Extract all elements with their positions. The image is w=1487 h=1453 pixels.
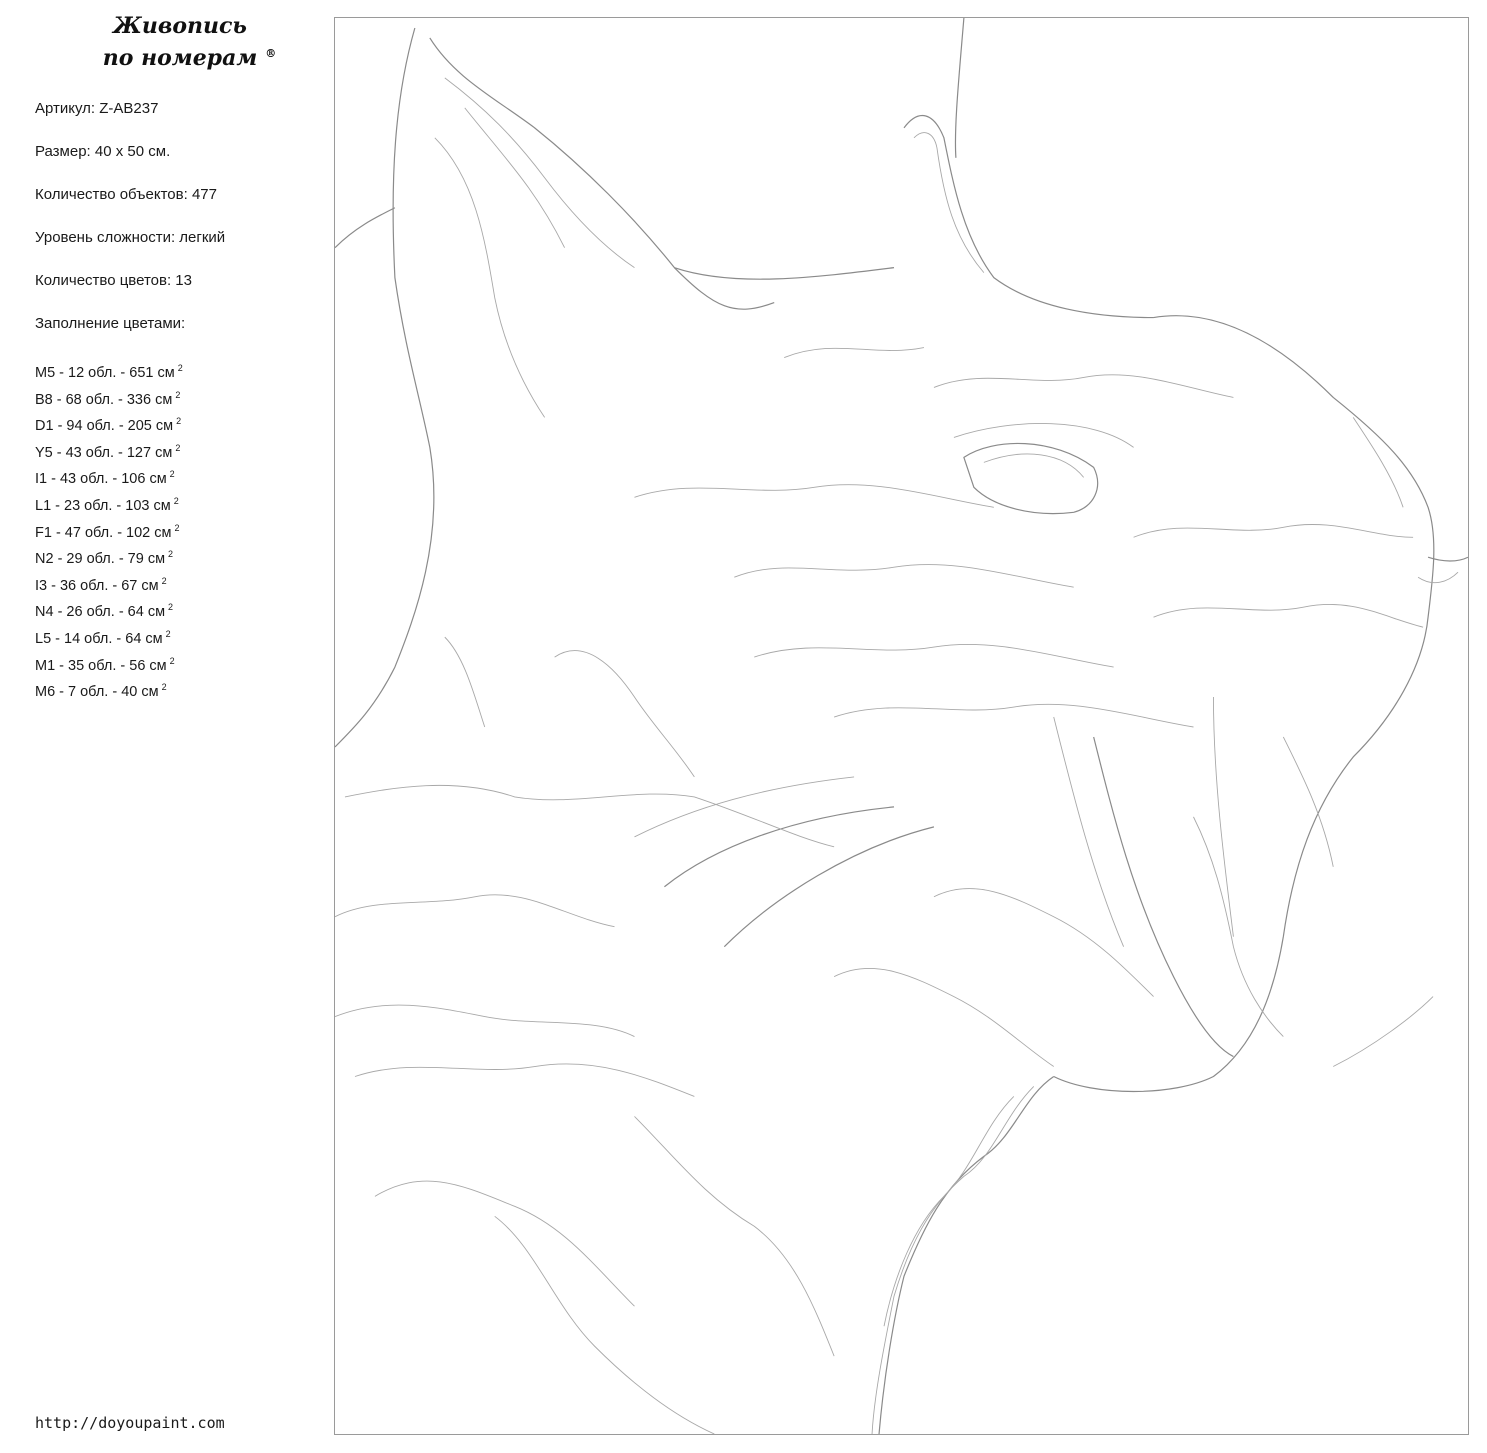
head-top-outline bbox=[674, 268, 894, 280]
brand-line-1: Живопись bbox=[113, 13, 247, 39]
legend-item bbox=[35, 651, 183, 678]
article-number: Артикул: Z-AB237 bbox=[35, 100, 159, 117]
legend-item-text: B8 - 68 обл. - 336 см bbox=[35, 391, 173, 408]
brand-line-2-text: по номерам bbox=[102, 45, 258, 71]
color-count: Количество цветов: 13 bbox=[35, 272, 192, 289]
brand-line-2 bbox=[60, 42, 300, 74]
legend-item bbox=[35, 597, 183, 624]
legend-item-unit-power: 2 bbox=[165, 628, 171, 639]
left-ear-inner bbox=[430, 38, 774, 309]
legend-item bbox=[35, 544, 183, 571]
legend-item bbox=[35, 491, 183, 518]
whisker-1 bbox=[664, 807, 894, 887]
website-url[interactable]: http://doyoupaint.com bbox=[35, 1414, 225, 1432]
legend-item-text: L5 - 14 обл. - 64 см bbox=[35, 630, 163, 647]
legend-item bbox=[35, 677, 183, 704]
canvas-size: Размер: 40 х 50 см. bbox=[35, 143, 171, 160]
left-ear-edge bbox=[335, 208, 395, 248]
left-ear-outline bbox=[335, 28, 434, 747]
brow bbox=[954, 423, 1134, 447]
legend-item-text: L1 - 23 обл. - 103 см bbox=[35, 497, 171, 514]
fur-mass bbox=[345, 785, 834, 846]
cat-outline-drawing bbox=[335, 18, 1468, 1434]
head-contour bbox=[1054, 316, 1434, 1092]
legend-item-text: Y5 - 43 обл. - 127 см bbox=[35, 444, 173, 461]
neck-outline bbox=[879, 1077, 1054, 1434]
legend-item-text: N2 - 29 обл. - 79 см bbox=[35, 551, 166, 568]
object-count: Количество объектов: 477 bbox=[35, 186, 217, 203]
legend-item-unit-power: 2 bbox=[175, 442, 181, 453]
legend-item bbox=[35, 385, 183, 412]
eye-inner bbox=[984, 454, 1084, 477]
color-fill-heading: Заполнение цветами: bbox=[35, 315, 186, 332]
product-info bbox=[35, 98, 225, 356]
legend-item bbox=[35, 571, 183, 598]
legend-item bbox=[35, 518, 183, 545]
difficulty-level: Уровень сложности: легкий bbox=[35, 229, 226, 246]
registered-mark: ® bbox=[265, 47, 277, 60]
legend-item-text: M5 - 12 обл. - 651 см bbox=[35, 365, 175, 381]
legend-item-text: N4 - 26 обл. - 64 см bbox=[35, 604, 166, 621]
legend-item bbox=[35, 624, 183, 651]
brand-title bbox=[60, 10, 300, 74]
legend-item-unit-power: 2 bbox=[161, 682, 167, 693]
color-legend bbox=[35, 358, 183, 704]
legend-item bbox=[35, 411, 183, 438]
whisker-2 bbox=[724, 827, 934, 947]
legend-item-text: F1 - 47 обл. - 102 см bbox=[35, 524, 172, 541]
legend-item-unit-power: 2 bbox=[174, 522, 180, 533]
whisker-top bbox=[955, 18, 963, 158]
legend-item-unit-power: 2 bbox=[173, 495, 179, 506]
painting-canvas bbox=[334, 17, 1469, 1435]
jaw-line bbox=[1094, 737, 1234, 1057]
legend-item-text: D1 - 94 обл. - 205 см bbox=[35, 418, 174, 435]
legend-item bbox=[35, 464, 183, 491]
legend-item-unit-power: 2 bbox=[177, 363, 183, 373]
legend-item-unit-power: 2 bbox=[168, 549, 174, 560]
legend-item-text: M6 - 7 обл. - 40 см bbox=[35, 684, 159, 701]
legend-item-text: I3 - 36 обл. - 67 см bbox=[35, 577, 159, 594]
legend-item-text: I1 - 43 обл. - 106 см bbox=[35, 471, 167, 488]
legend-item bbox=[35, 358, 183, 385]
legend-item-unit-power: 2 bbox=[169, 469, 175, 480]
legend-item-unit-power: 2 bbox=[161, 575, 167, 586]
left-ear-fur bbox=[445, 78, 635, 268]
legend-item-unit-power: 2 bbox=[169, 655, 175, 666]
legend-item-text: M1 - 35 обл. - 56 см bbox=[35, 657, 167, 674]
legend-item-unit-power: 2 bbox=[168, 602, 174, 613]
legend-item-unit-power: 2 bbox=[175, 389, 181, 400]
legend-item bbox=[35, 438, 183, 465]
legend-item-unit-power: 2 bbox=[176, 416, 182, 427]
right-ear-inner bbox=[914, 133, 984, 273]
right-ear-outline bbox=[904, 116, 1154, 318]
